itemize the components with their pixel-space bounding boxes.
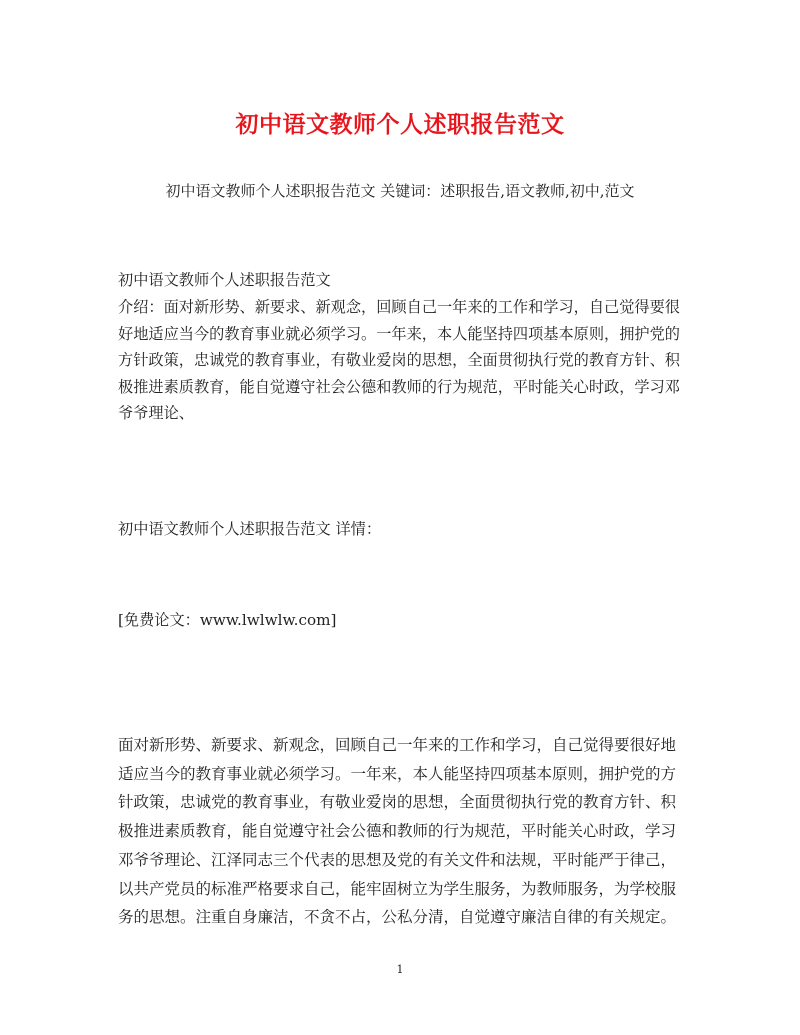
source-line bbox=[118, 607, 688, 634]
detail-label bbox=[118, 516, 688, 543]
detail-label-text: 初中语文教师个人述职报告范文 详情： bbox=[118, 520, 382, 538]
intro-paragraph-text: 介绍：面对新形势、新要求、新观念，回顾自己一年来的工作和学习，自己觉得要很好地适应当今的教育事业就必须学习。一年来，本人能坚持四项基本原则，拥护党的方针政策，忠诚党的教育事业，有敬业爱岗的思想，全面贯彻执行党的教育方针、积极推进素质教育，能自觉遵守社会公德和教师的行为规范，平时能关心时政，学习邓爷爷理论、 bbox=[118, 298, 680, 422]
page-number: 1 bbox=[396, 963, 404, 976]
source-line-text: [免费论文：www.lwlwlw.com] bbox=[118, 611, 337, 629]
body-paragraph-text: 面对新形势、新要求、新观念，回顾自己一年来的工作和学习，自己觉得要很好地适应当今的教育事业就必须学习。一年来，本人能坚持四项基本原则，拥护党的方针政策，忠诚党的教育事业，有敬业爱岗的思想，全面贯彻执行党的教育方针、积极推进素质教育，能自觉遵守社会公德和教师的行为规范，平时能关心时政，学习邓爷爷理论、江泽同志三个代表的思想及党的有关文件和法规，平时能严于律己，以共产党员的标准严格要求自己，能牢固树立为学生服务，为教师服务，为学校服务的思想。注重自身廉洁，不贪不占，公私分清，自觉遵守廉洁自律的有关规定。 bbox=[118, 736, 677, 927]
intro-heading bbox=[118, 267, 688, 294]
body-paragraph bbox=[118, 731, 688, 932]
keywords-line: 初中语文教师个人述职报告范文 关键词：述职报告,语文教师,初中,范文 bbox=[165, 182, 635, 200]
intro-heading-text: 初中语文教师个人述职报告范文 bbox=[118, 271, 331, 289]
page-title: 初中语文教师个人述职报告范文 bbox=[235, 111, 565, 138]
intro-paragraph bbox=[118, 294, 688, 427]
